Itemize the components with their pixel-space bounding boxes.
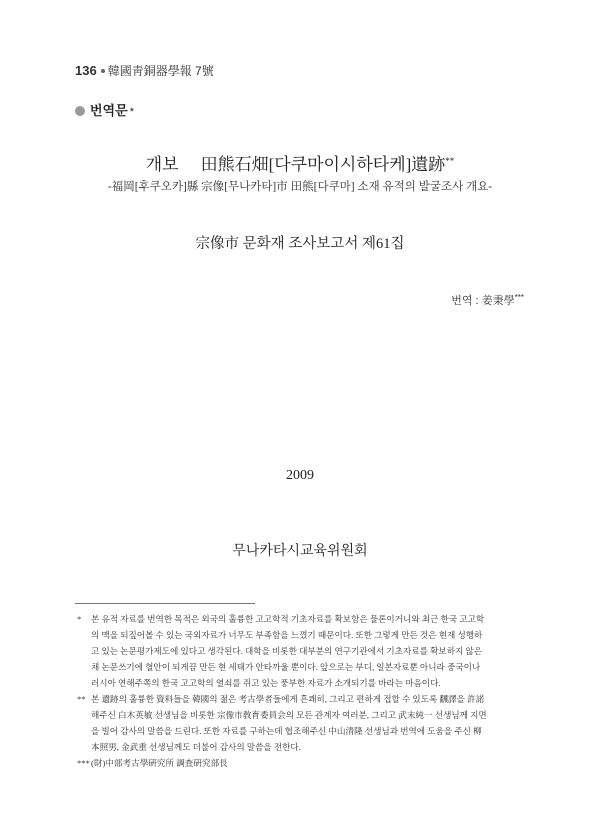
footnote	[75, 755, 525, 771]
footnote-line: 본 유적 자료를 번역한 목적은 외국의 훌륭한 고고학적 기초자료를 확보함은 물론이거니와 최근 한국 고고학	[91, 614, 485, 624]
footnote-line: 고 있는 논문평가제도에 있다고 생각된다. 대학을 비롯한 대부분의 연구기관에서 기초자료를 확보하지 않은	[91, 646, 483, 656]
footnote	[75, 611, 525, 691]
translator-name: 번역 : 姜秉學	[451, 295, 515, 307]
footnote-line: 채 논문쓰기에 혈안이 되게끔 만든 현 세태가 안타까울 뿐이다. 앞으로는 부디, 일본자료뿐 아니라 중국이나	[91, 662, 481, 672]
footnote-divider	[75, 603, 255, 604]
page-number: 136	[75, 63, 97, 78]
footnote-line: 해주신 白木英敏 선생님을 비롯한 宗像市敎育委員会의 모든 관계자 여러분, 그리고 武末純一 선생님께 지면	[91, 710, 487, 720]
circle-bullet-icon	[75, 106, 85, 116]
journal-title: 韓國靑銅器學報 7號	[107, 64, 214, 78]
report-series-title: 宗像市 문화재 조사보고서 제61집	[195, 236, 405, 252]
translator-footnote-mark: ***	[514, 293, 524, 302]
title-main: 田熊石畑[다쿠마이시하타케]遺跡	[200, 155, 446, 174]
footnotes	[75, 611, 525, 771]
footnote-line: 본 遺跡의 훌륭한 資料들을 韓國의 젊은 考古學者들에게 흔쾌히, 그리고 편하게 접할 수 있도록 飜譯을 許諾	[91, 694, 485, 704]
footnote	[75, 691, 525, 755]
footnote-mark: ***	[77, 758, 90, 768]
footnote-line: 本照男, 金武重 선생님께도 더불어 감사의 말씀을 전한다.	[91, 742, 301, 752]
footnote-line: 러시아 연해주쪽의 한국 고고학의 열쇠를 쥐고 있는 풍부한 자료가 소개되기를 바라는 마음이다.	[91, 678, 441, 688]
publication-year: 2009	[286, 468, 314, 483]
footnote-line: 의 맥을 되짚어볼 수 있는 국외자료가 너무도 부족함을 느꼈기 때문이다. 또한 그렇게 만든 것은 현재 성행하	[91, 630, 483, 640]
footnote-mark: **	[77, 694, 86, 704]
section-label-text: 번역문	[90, 103, 128, 118]
footnote-line: (財)中部考古學硏究所 調査硏究部長	[91, 758, 228, 768]
title-footnote-mark: **	[445, 156, 455, 166]
document-title	[0, 150, 600, 175]
footnote-mark: *	[77, 614, 82, 624]
document-subtitle: -福岡[후쿠오카]縣 宗像[무나카타]市 田熊[다쿠마] 소재 유적의 발굴조사 개요-	[107, 181, 493, 193]
running-header	[75, 62, 214, 79]
footnote-line: 을 빌어 감사의 말씀을 드린다. 또한 자료를 구하는데 협조해주신 中山清隆 선생님과 번역에 도움을 주신 柳	[91, 726, 482, 736]
title-prefix: 개보	[145, 155, 179, 174]
publisher: 무나카타시교육위원회	[232, 544, 368, 559]
bullet-dot-icon	[101, 69, 105, 73]
section-label	[75, 100, 134, 119]
section-footnote-mark: *	[129, 106, 134, 118]
translator-credit	[451, 292, 524, 308]
